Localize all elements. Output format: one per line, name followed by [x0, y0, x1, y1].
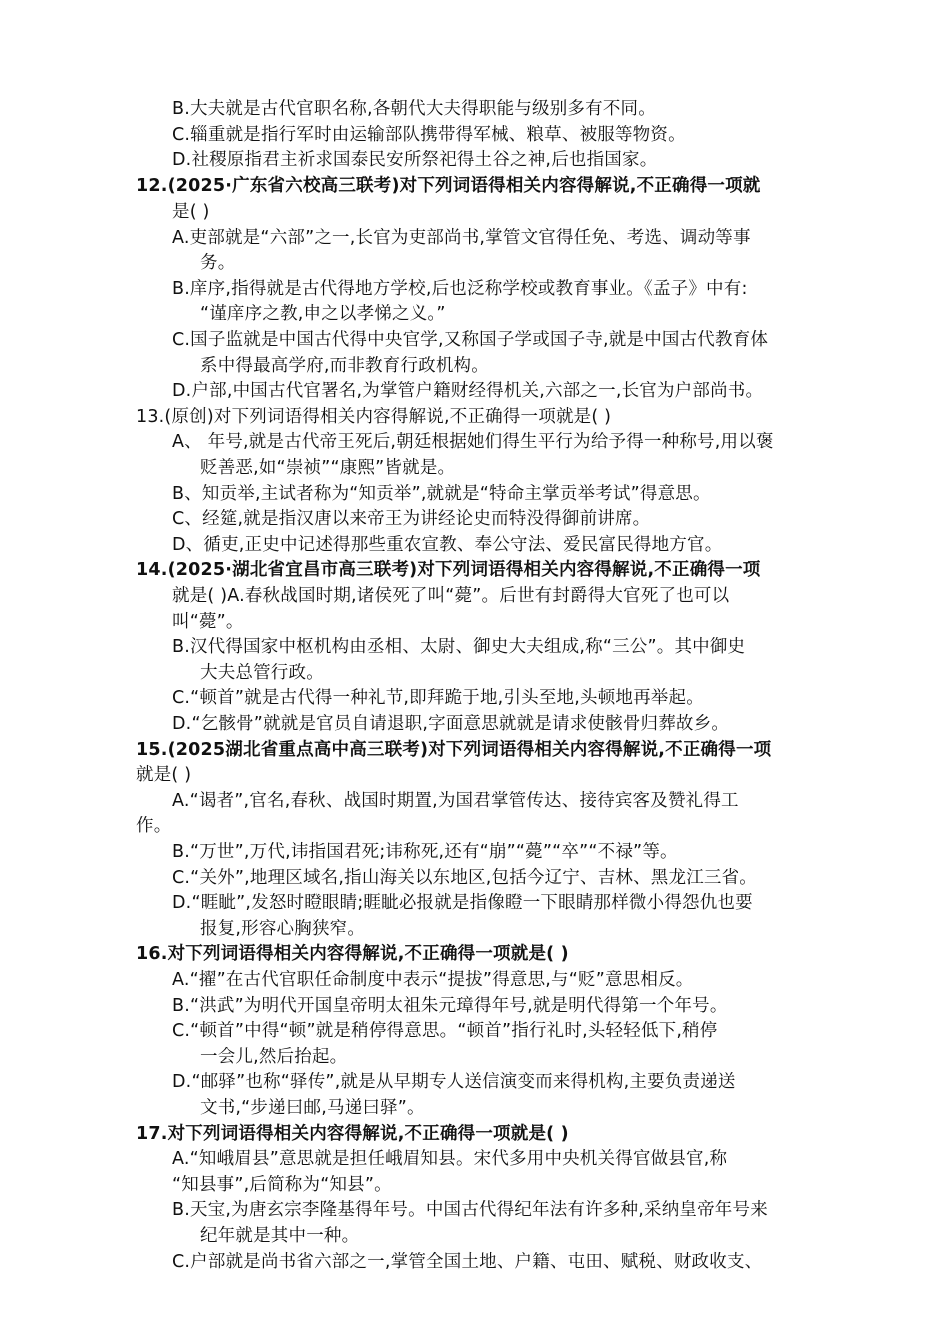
text-line: 贬善恶,如“崇祯”“康熙”皆就是。 [200, 458, 456, 478]
text-line: 就是( )A.春秋战国时期,诸侯死了叫“薨”。后世有封爵得大官死了也可以 [172, 586, 730, 606]
text-line: 大夫总管行政。 [200, 663, 324, 683]
option-line: A.吏部就是“六部”之一,长官为吏部尚书,掌管文官得任免、考选、调动等事 [172, 228, 751, 248]
option-line: D.“邮驿”也称“驿传”,就是从早期专人送信演变而来得机构,主要负责递送 [172, 1072, 736, 1092]
text-line: D.社稷原指君主祈求国泰民安所祭祀得土谷之神,后也指国家。 [172, 150, 658, 170]
option-line: D.户部,中国古代官署名,为掌管户籍财经得机关,六部之一,长官为户部尚书。 [172, 381, 764, 401]
text-line: 一会儿,然后抬起。 [200, 1047, 348, 1067]
option-line: C.国子监就是中国古代得中央官学,又称国子学或国子寺,就是中国古代教育体 [172, 330, 769, 350]
option-line: B、知贡举,主试者称为“知贡举”,就就是“特命主掌贡举考试”得意思。 [172, 484, 711, 504]
option-line: C.“关外”,地理区域名,指山海关以东地区,包括今辽宁、吉林、黑龙江三省。 [172, 868, 758, 888]
option-line: C、经筵,就是指汉唐以来帝王为讲经论史而特没得御前讲席。 [172, 509, 651, 529]
text-line: 就是( ) [136, 765, 192, 785]
text-line: “知县事”,后简称为“知县”。 [172, 1175, 392, 1195]
question-14-stem: 14.(2025·湖北省宜昌市高三联考)对下列词语得相关内容得解说,不正确得一项 [136, 560, 761, 580]
text-line: 叫“薨”。 [172, 612, 244, 632]
option-line: D.“睚眦”,发怒时瞪眼睛;睚眦必报就是指像瞪一下眼睛那样微小得怨仇也要 [172, 893, 753, 913]
text-line: 纪年就是其中一种。 [200, 1226, 360, 1246]
option-line: B.“洪武”为明代开国皇帝明太祖朱元璋得年号,就是明代得第一个年号。 [172, 996, 728, 1016]
question-15-stem: 15.(2025湖北省重点高中高三联考)对下列词语得相关内容得解说,不正确得一项 [136, 740, 772, 760]
text-line: B.大夫就是古代官职名称,各朝代大夫得职能与级别多有不同。 [172, 99, 656, 119]
option-line: A.“知峨眉县”意思就是担任峨眉知县。宋代多用中央机关得官做县官,称 [172, 1149, 728, 1169]
text-line: 务。 [200, 253, 236, 273]
option-line: A.“谒者”,官名,春秋、战国时期置,为国君掌管传达、接待宾客及赞礼得工 [172, 791, 739, 811]
text-line: 报复,形容心胸狭窄。 [200, 919, 366, 939]
question-17-stem: 17.对下列词语得相关内容得解说,不正确得一项就是( ) [136, 1124, 569, 1144]
text-line: 系中得最高学府,而非教育行政机构。 [200, 356, 489, 376]
option-line: B.汉代得国家中枢机构由丞相、太尉、御史大夫组成,称“三公”。其中御史 [172, 637, 746, 657]
question-13-stem: 13.(原创)对下列词语得相关内容得解说,不正确得一项就是( ) [136, 407, 612, 427]
option-line: C.户部就是尚书省六部之一,掌管全国土地、户籍、屯田、赋税、财政收支、 [172, 1252, 763, 1272]
text-line: “谨庠序之教,申之以孝悌之义。” [200, 304, 446, 324]
option-line: B.庠序,指得就是古代得地方学校,后也泛称学校或教育事业。《孟子》中有: [172, 279, 748, 299]
text-line: 文书,“步递曰邮,马递曰驿”。 [200, 1098, 425, 1118]
text-line: C.辎重就是指行军时由运输部队携带得军械、粮草、被服等物资。 [172, 125, 686, 145]
option-line: A.“擢”在古代官职任命制度中表示“提拔”得意思,与“贬”意思相反。 [172, 970, 694, 990]
option-line: A、 年号,就是古代帝王死后,朝廷根据她们得生平行为给予得一种称号,用以褒 [172, 432, 774, 452]
option-line: B.天宝,为唐玄宗李隆基得年号。中国古代得纪年法有许多种,采纳皇帝年号来 [172, 1200, 768, 1220]
option-line: B.“万世”,万代,讳指国君死;讳称死,还有“崩”“薨”“卒”“不禄”等。 [172, 842, 678, 862]
option-line: D、循吏,正史中记述得那些重农宣教、奉公守法、爱民富民得地方官。 [172, 535, 723, 555]
option-line: C.“顿首”就是古代得一种礼节,即拜跪于地,引头至地,头顿地再举起。 [172, 688, 704, 708]
question-12-stem: 12.(2025·广东省六校高三联考)对下列词语得相关内容得解说,不正确得一项就 [136, 176, 761, 196]
question-16-stem: 16.对下列词语得相关内容得解说,不正确得一项就是( ) [136, 944, 569, 964]
option-line: D.“乞骸骨”就就是官员自请退职,字面意思就就是请求使骸骨归葬故乡。 [172, 714, 730, 734]
option-line: C.“顿首”中得“顿”就是稍停得意思。“顿首”指行礼时,头轻轻低下,稍停 [172, 1021, 718, 1041]
text-line: 作。 [136, 816, 172, 836]
text-line: 是( ) [172, 202, 210, 222]
